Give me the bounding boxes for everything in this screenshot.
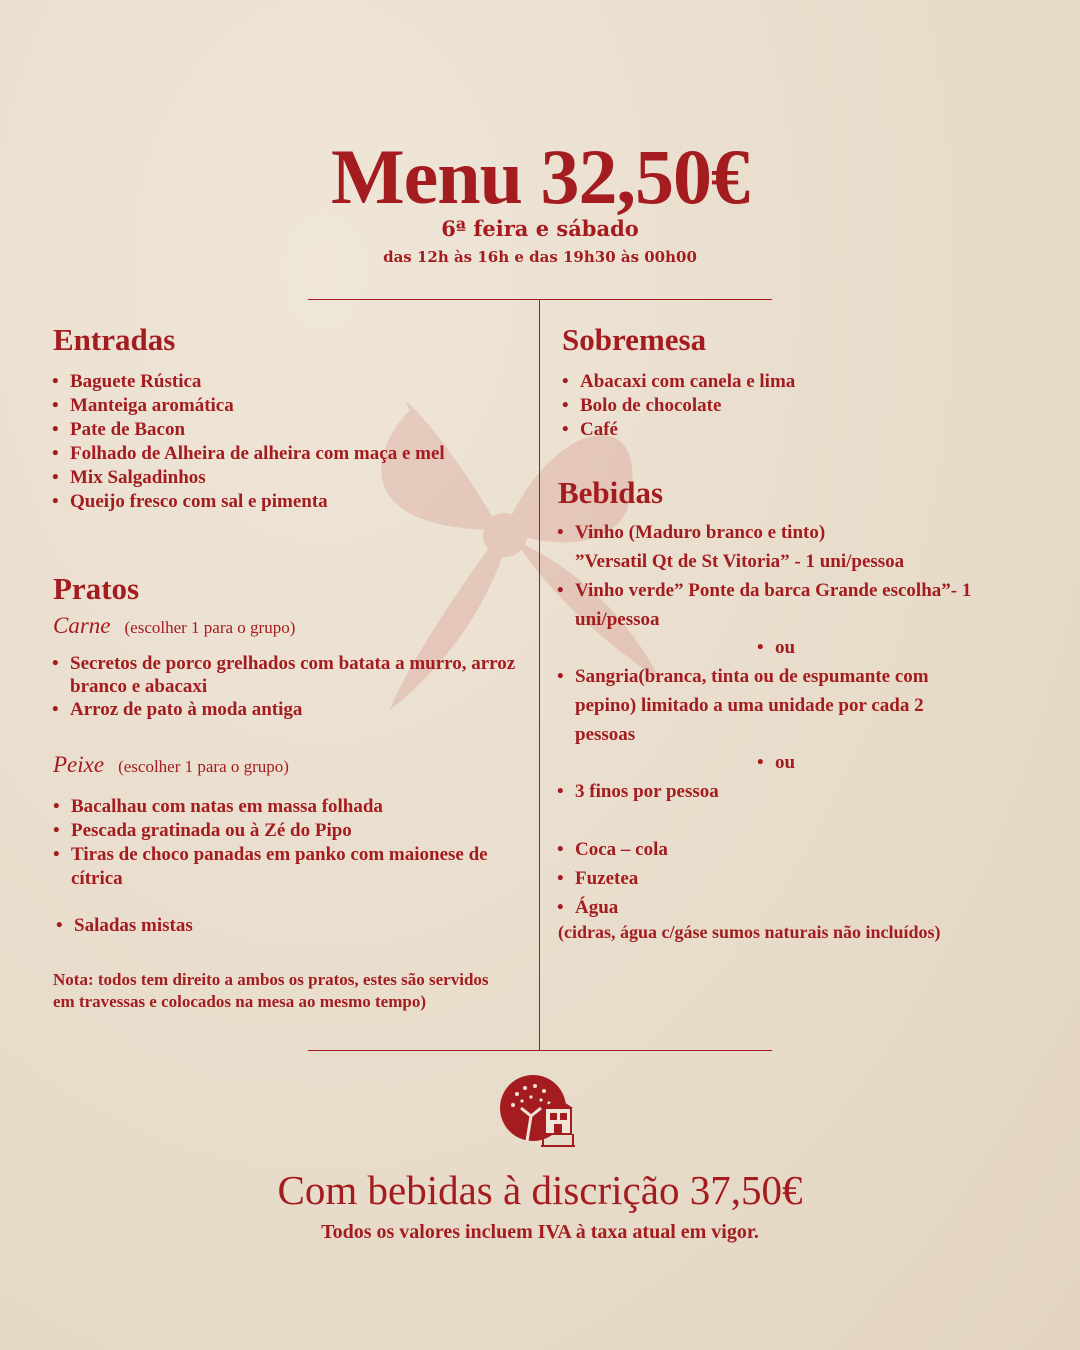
peixe-label: Peixe [53,752,105,777]
list-item: • ou [757,633,795,662]
list-item: • Queijo fresco com sal e pimenta [52,490,522,514]
sobremesa-heading: Sobremesa [562,322,707,357]
entradas-list [52,370,522,514]
peixe-note: (escolher 1 para o grupo) [118,757,289,776]
tax-note: Todos os valores incluem IVA à taxa atual em vigor. [321,1221,759,1243]
menu-title: Menu 32,50€ [331,133,749,220]
saladas-list [56,914,456,938]
finos-list [557,777,977,806]
carne-subheading [53,613,295,639]
restaurant-logo-icon [497,1072,581,1150]
bebidas-note: (cidras, água c/gáse sumos naturais não incluídos) [558,922,941,942]
peixe-subheading [53,752,289,778]
vinho-maduro-detail: ”Versatil Qt de St Vitoria” - 1 uni/pessoa [575,551,905,572]
sobremesa-list [562,370,982,442]
list-item: • Água [557,893,977,922]
bebidas-ou-2 [757,748,795,777]
list-item [557,518,1007,576]
list-item: • ou [757,748,795,777]
soft-drinks-list [557,835,977,922]
list-item: • Café [562,418,982,442]
list-item: • Abacaxi com canela e lima [562,370,982,394]
list-item: • Vinho verde” Ponte da barca Grande escolha”- 1 uni/pessoa [557,576,1007,634]
list-item: • Baguete Rústica [52,370,522,394]
list-item: • Bacalhau com natas em massa folhada [53,795,523,819]
entradas-heading: Entradas [53,322,176,357]
carne-note: (escolher 1 para o grupo) [124,618,296,637]
list-item: • Pate de Bacon [52,418,522,442]
list-item: • Fuzetea [557,864,977,893]
list-item: • Pescada gratinada ou à Zé do Pipo [53,819,523,843]
list-item: • Tiras de choco panadas em panko com maionese de cítrica [53,843,523,891]
list-item: • Sangria(branca, tinta ou de espumante com pepino) limitado a uma unidade por cada 2 pessoas [557,662,977,749]
vinho-maduro: Vinho (Maduro branco e tinto) [575,522,826,543]
pratos-heading: Pratos [53,571,140,606]
carne-label: Carne [53,613,111,638]
list-item: • Manteiga aromática [52,394,522,418]
list-item: • Arroz de pato à moda antiga [52,698,522,721]
carne-list [52,652,522,721]
bebidas-ou-1 [757,633,795,662]
list-item: • Secretos de porco grelhados com batata a murro, arroz branco e abacaxi [52,652,522,698]
list-item: • Coca – cola [557,835,977,864]
list-item: • Saladas mistas [56,914,456,938]
peixe-list [53,795,523,891]
menu-days: 6ª feira e sábado [441,216,639,241]
bebidas-heading: Bebidas [558,475,664,510]
drinks-price: Com bebidas à discrição 37,50€ [277,1167,803,1213]
bottom-divider [308,1050,772,1051]
list-item: • Folhado de Alheira de alheira com maça e mel [52,442,522,466]
pratos-note: Nota: todos tem direito a ambos os pratos, estes são servidos em travessas e colocados na mesa ao mesmo tempo) [53,970,489,1011]
list-item: • Mix Salgadinhos [52,466,522,490]
menu-hours: das 12h às 16h e das 19h30 às 00h00 [383,248,697,266]
column-divider [539,299,540,1050]
sangria-list [557,662,977,749]
list-item: • 3 finos por pessoa [557,777,977,806]
list-item: • Bolo de chocolate [562,394,982,418]
bebidas-list [557,518,1007,634]
top-divider [308,299,772,300]
